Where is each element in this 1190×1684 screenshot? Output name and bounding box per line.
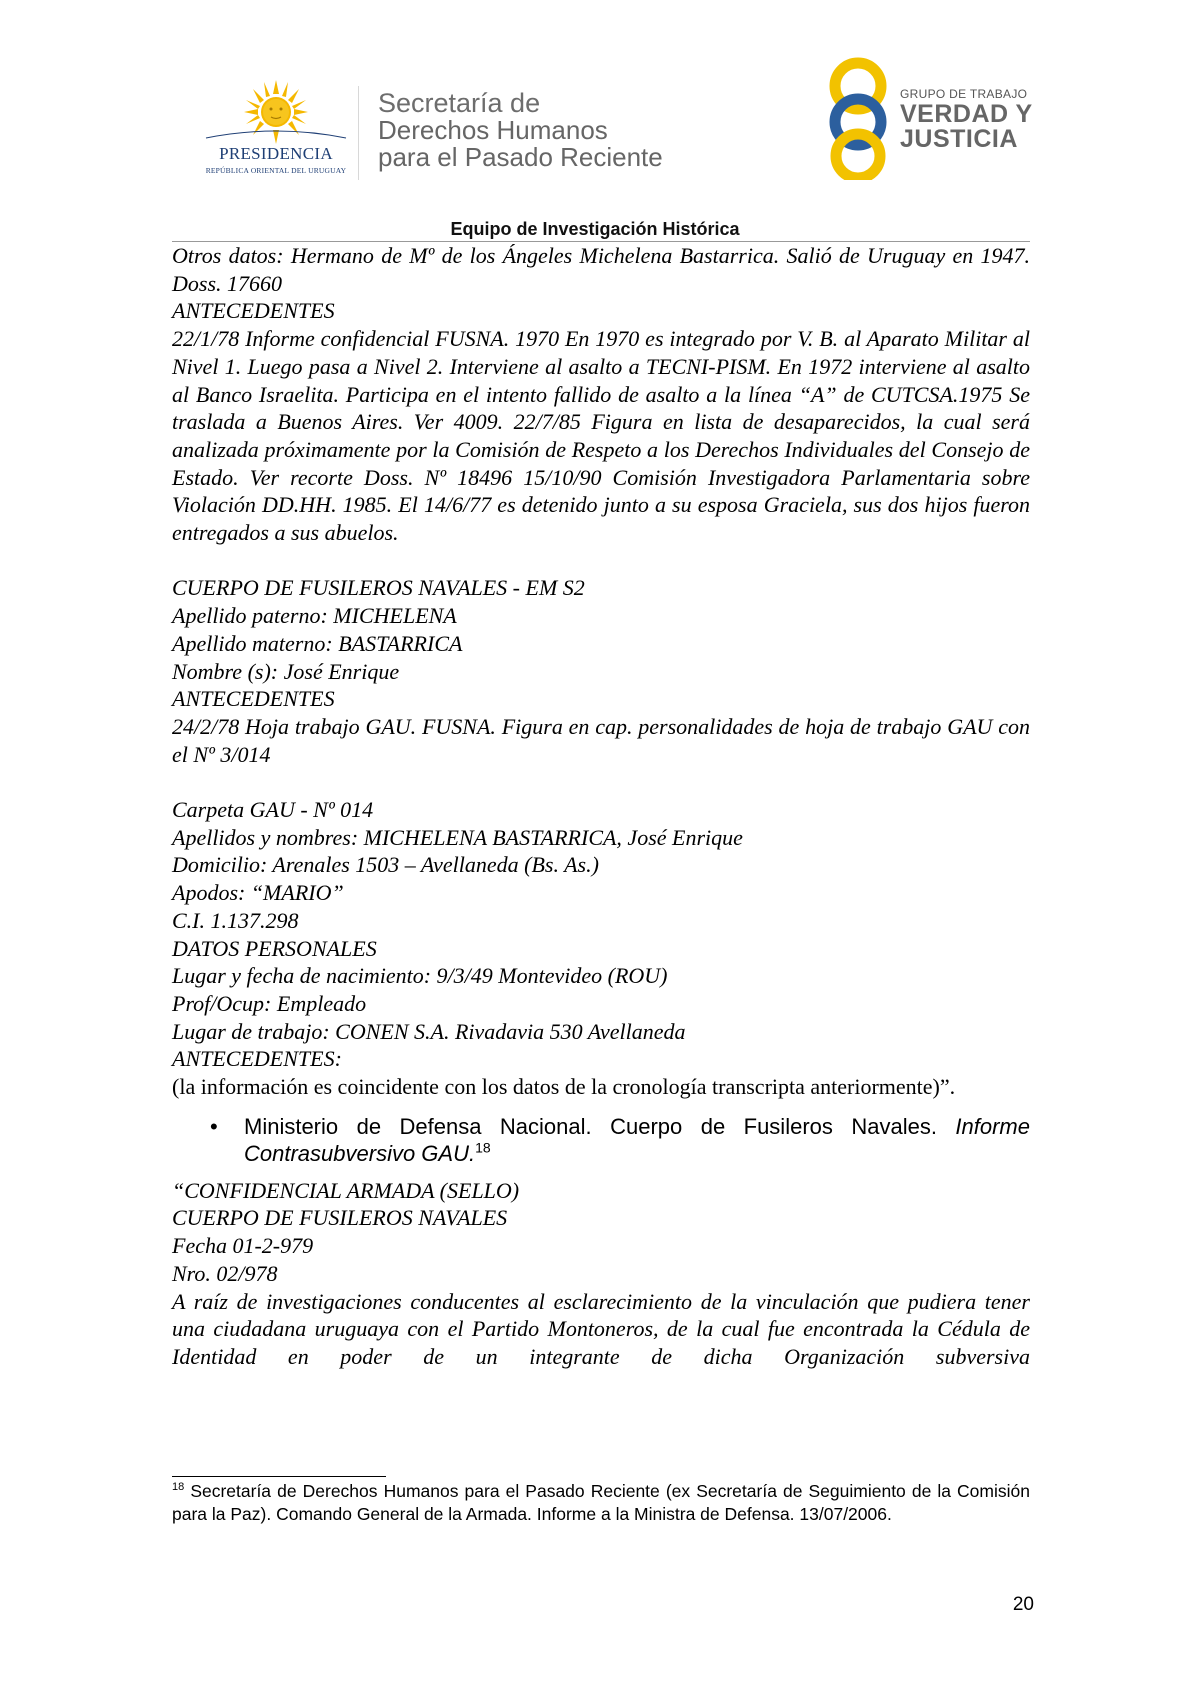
spacer: [172, 768, 1030, 796]
footnote: [172, 1480, 1030, 1525]
verdad-label: VERDAD Y: [900, 100, 1033, 128]
presidencia-label: PRESIDENCIA: [219, 144, 333, 163]
team-title: Equipo de Investigación Histórica: [450, 219, 740, 239]
republica-label: REPÚBLICA ORIENTAL DEL URUGUAY: [205, 166, 347, 175]
lugar-trabajo: Lugar de trabajo: CONEN S.A. Rivadavia 530 Avellaneda: [172, 1018, 686, 1044]
page-number: 20: [1012, 1594, 1034, 1615]
apodos: Apodos: “MARIO”: [172, 880, 344, 906]
domicilio: Domicilio: Arenales 1503 – Avellaneda (Bs. As.): [172, 852, 599, 878]
apellidos-nombres: Apellidos y nombres: MICHELENA BASTARRICA, José Enrique: [172, 824, 743, 850]
antecedentes-heading-3: ANTECEDENTES:: [172, 1046, 342, 1072]
footnote-rule: [172, 1476, 386, 1477]
footnote-text: Secretaría de Derechos Humanos para el Pasado Reciente (ex Secretaría de Seguimiento de la Comisión para la Paz). Comando General de la Armada. Informe a la Ministra de Defensa. 13/07/2006.: [172, 1481, 1030, 1524]
hoja-trabajo-paragraph: 24/2/78 Hoja trabajo GAU. FUSNA. Figura en cap. personalidades de hoja de trabajo GAU con el Nº 3/014: [172, 713, 1030, 767]
secretaria-line3: para el Pasado Reciente: [378, 142, 663, 172]
apellido-materno: Apellido materno: BASTARRICA: [172, 630, 463, 656]
header-divider: [358, 86, 359, 180]
spacer: [172, 547, 1030, 575]
presidencia-logo: [196, 80, 356, 180]
bullet-text: [244, 1113, 1030, 1167]
antecedentes-heading-2: ANTECEDENTES: [172, 686, 335, 712]
bullet-icon: •: [210, 1113, 218, 1139]
fecha-line: Fecha 01-2-979: [172, 1233, 314, 1259]
datos-personales-heading: DATOS PERSONALES: [172, 935, 377, 961]
antecedentes-paragraph: 22/1/78 Informe confidencial FUSNA. 1970 En 1970 es integrado por V. B. al Aparato Militar al Nivel 1. Luego pasa a Nivel 2. Interviene al asalto a TECNI-PISM. En 1972 interviene al asalto al Banco Israelita. Participa en el intento fallido de asalto a la línea “A” de CUTCSA.1975 Se traslada a Buenos Aires. Ver 4009. 22/7/85 Figura en lista de desaparecidos, la cual será analizada próximamente por la Comisión de Respeto a los Derechos Individuales del Consejo de Estado. Ver recorte Doss. Nº 18496 15/10/90 Comisión Investigadora Parlamentaria sobre Violación DD.HH. 1985. El 14/6/77 es detenido junto a su esposa Graciela, sus dos hijos fueron entregados a sus abuelos.: [172, 326, 1030, 546]
antecedentes-heading: ANTECEDENTES: [172, 298, 335, 324]
nota-paragraph: (la información es coincidente con los datos de la cronología transcripta anteriormente)”.: [172, 1074, 956, 1100]
footnote-ref: 18: [475, 1139, 491, 1156]
profesion: Prof/Ocup: Empleado: [172, 990, 367, 1016]
carpeta: Carpeta GAU - Nº 014: [172, 797, 374, 823]
confidencial-line: “CONFIDENCIAL ARMADA (SELLO): [172, 1177, 520, 1203]
justicia-label: JUSTICIA: [900, 125, 1018, 153]
secretaria-title: [378, 90, 663, 171]
bullet-plain: Ministerio de Defensa Nacional. Cuerpo de Fusileros Navales.: [244, 1113, 956, 1139]
nro-line: Nro. 02/978: [172, 1260, 278, 1286]
footnote-number: 18: [172, 1481, 185, 1494]
nombre: Nombre (s): José Enrique: [172, 658, 400, 684]
lugar-fecha-nacimiento: Lugar y fecha de nacimiento: 9/3/49 Montevideo (ROU): [172, 963, 668, 989]
document-body: [172, 242, 1030, 1371]
bullet-item: [172, 1113, 1030, 1167]
cuerpo-heading: CUERPO DE FUSILEROS NAVALES - EM S2: [172, 575, 585, 601]
apellido-paterno: Apellido paterno: MICHELENA: [172, 603, 457, 629]
bullet-italic: Informe Contrasubversivo GAU.: [244, 1113, 1030, 1166]
secretaria-line2: Derechos Humanos: [378, 115, 608, 145]
otros-datos-paragraph: Otros datos: Hermano de Mº de los Ángeles Michelena Bastarrica. Salió de Uruguay en 1947. Doss. 17660: [172, 243, 1030, 296]
secretaria-line1: Secretaría de: [378, 88, 541, 118]
grupo-trabajo-label: GRUPO DE TRABAJO: [900, 87, 1028, 101]
cuerpo-line-2: CUERPO DE FUSILEROS NAVALES: [172, 1205, 508, 1231]
cedula: C.I. 1.137.298: [172, 907, 299, 933]
sun-emblem-icon: [196, 80, 356, 146]
investigacion-paragraph: A raíz de investigaciones conducentes al esclarecimiento de la vinculación que pudiera tener una ciudadana uruguaya con el Partido Montoneros, de la cual fue encontrada la Cédula de Identidad en poder de un integrante de dicha Organización subversiva: [172, 1288, 1030, 1369]
